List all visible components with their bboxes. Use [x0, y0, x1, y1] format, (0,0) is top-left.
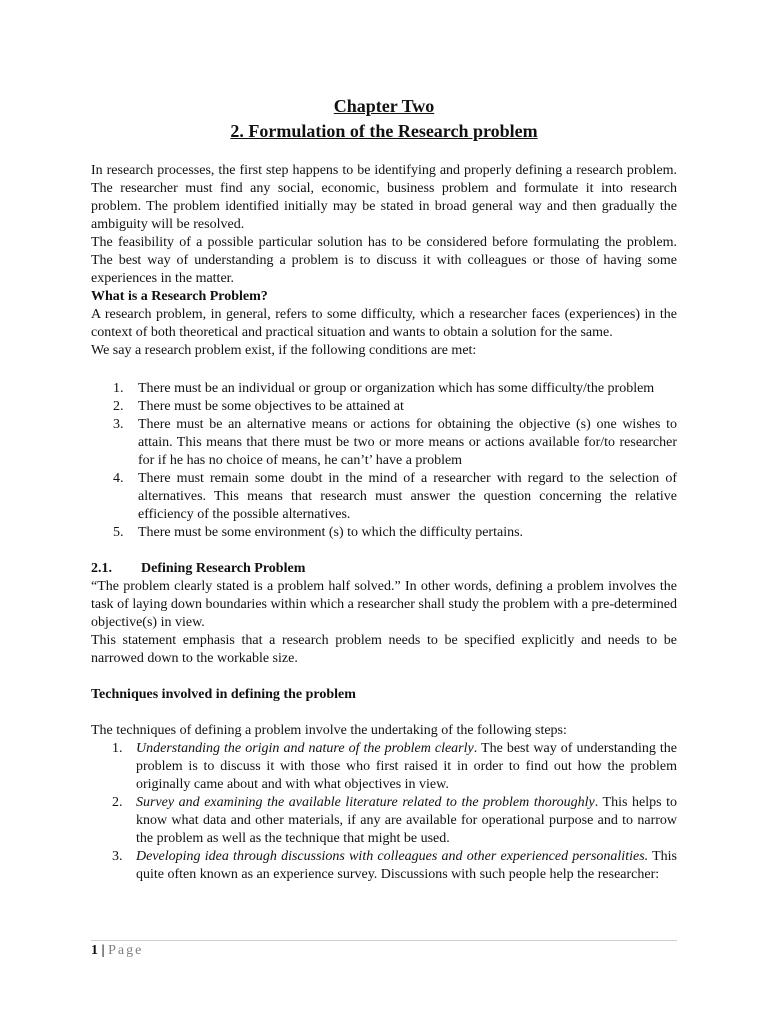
conditions-intro: We say a research problem exist, if the following conditions are met: [91, 343, 477, 358]
subsection-number: 2.1. [91, 561, 112, 576]
definition-paragraph: A research problem, in general, refers to some difficulty, which a researcher faces (experiences) in the context of both theoretical and practical situation and wants to obtain a solution for the same. [91, 307, 677, 340]
footer-divider [91, 940, 677, 941]
techniques-intro: The techniques of defining a problem involve the undertaking of the following steps: [91, 723, 567, 738]
intro-paragraph-2: The feasibility of a possible particular solution has to be considered before formulating the problem. The best way of understanding a problem is to discuss it with colleagues or those of having some experiences in the matter. [91, 235, 677, 286]
list-item: 2. There must be some objectives to be attained at [113, 399, 404, 414]
footer-separator: | [98, 943, 109, 958]
list-item: 3. Developing idea through discussions with colleagues and other experienced personalities. This quite often known as an experience survey. Discussions with such people help the researcher: [112, 849, 678, 882]
page-footer [91, 942, 143, 960]
list-item: 4. There must remain some doubt in the mind of a researcher with regard to the selection of alternatives. This means that research must answer the question concerning the relative efficiency of the possible alternatives. [113, 471, 677, 522]
list-item: 2. Survey and examining the available literature related to the problem thoroughly. This helps to know what data and other materials, if any are available for operational purpose and to narrow the problem as well as the technique that might be used. [112, 795, 678, 846]
page-number: 1 [91, 943, 98, 958]
subsection-heading [91, 560, 677, 578]
list-item: 3. There must be an alternative means or actions for obtaining the objective (s) one wishes to attain. This means that there must be two or more means or actions available for/to researcher for if he has no choice of means, he can’t’ have a problem [113, 417, 677, 468]
list-item: 1. Understanding the origin and nature of the problem clearly. The best way of understanding the problem is to discuss it with those who first raised it in order to find out how the problem originally came about and with what objectives in view. [112, 741, 677, 792]
page-label: Page [108, 943, 144, 958]
list-item: 1. There must be an individual or group or organization which has some difficulty/the problem [113, 381, 655, 396]
chapter-title: Chapter Two [333, 96, 435, 116]
document-body [91, 162, 677, 884]
intro-paragraph-1: In research processes, the first step happens to be identifying and properly defining a research problem. The researcher must find any social, economic, business problem and formulate it into research problem. The problem identified initially may be stated in broad general way and then gradually the ambiguity will be resolved. [91, 163, 677, 232]
techniques-list [91, 740, 677, 884]
conditions-list [91, 380, 677, 542]
defining-paragraph-2: This statement emphasis that a research problem needs to be specified explicitly and needs to be narrowed down to the workable size. [91, 633, 677, 666]
what-is-heading: What is a Research Problem? [91, 289, 268, 304]
defining-paragraph-1: “The problem clearly stated is a problem half solved.” In other words, defining a problem involves the task of laying down boundaries within which a researcher shall study the problem with a pre-determined objective(s) in view. [91, 579, 677, 630]
list-item: 5. There must be some environment (s) to which the difficulty pertains. [113, 525, 524, 540]
techniques-heading: Techniques involved in defining the problem [91, 687, 356, 702]
subsection-title: Defining Research Problem [141, 561, 306, 576]
section-title: 2. Formulation of the Research problem [230, 121, 538, 141]
